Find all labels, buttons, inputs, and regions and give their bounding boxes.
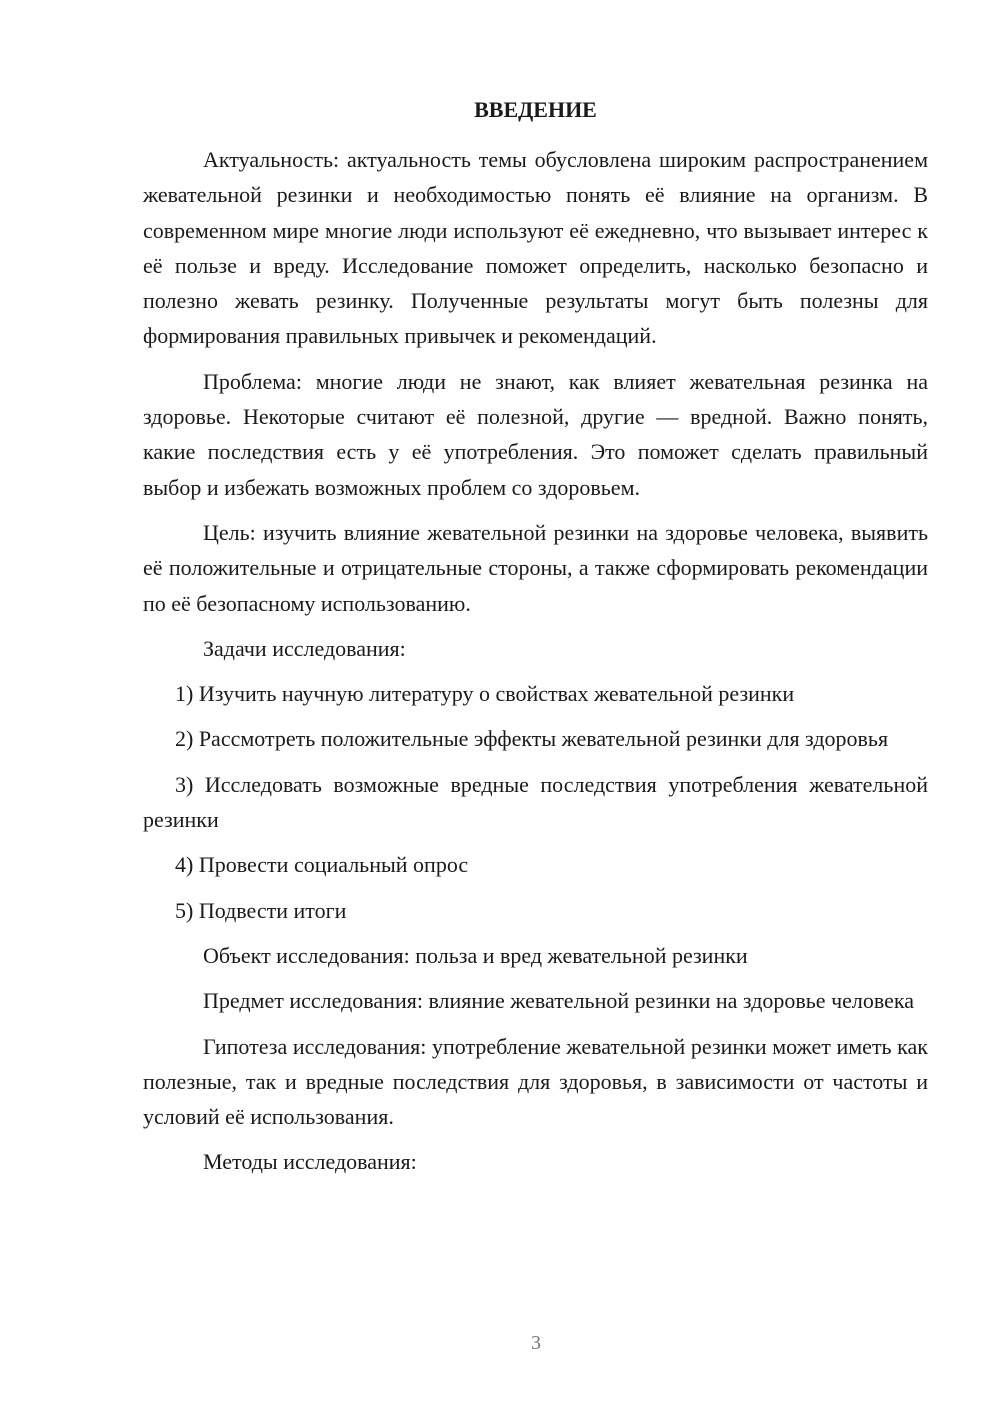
paragraph-methods: Методы исследования: xyxy=(203,1149,417,1175)
paragraph-relevance: Актуальность: актуальность темы обусловлена широким распространением жевательной резинки и необходимостью понять её влияние на организм. В современном мире многие люди используют её ежедневно, что вызывает интерес к её пользе и вреду. Исследование поможет определить, насколько безопасно и полезно жевать резинку. Полученные результаты могут быть полезны для формирования правильных привычек и рекомендаций. xyxy=(143,147,928,349)
document-page xyxy=(143,92,928,1190)
paragraph-goal: Цель: изучить влияние жевательной резинки на здоровье человека, выявить её положительные и отрицательные стороны, а также сформировать рекомендации по её безопасному использованию. xyxy=(143,519,928,616)
task-item: 3) Исследовать возможные вредные последствия употребления жевательной резинки xyxy=(143,771,928,833)
page-number: 3 xyxy=(531,1332,541,1354)
task-item: 4) Провести социальный опрос xyxy=(175,852,469,878)
paragraph-object: Объект исследования: польза и вред жевательной резинки xyxy=(203,942,748,968)
section-title: ВВЕДЕНИЕ xyxy=(474,97,597,122)
paragraph-subject: Предмет исследования: влияние жевательной резинки на здоровье человека xyxy=(203,988,915,1014)
paragraph-problem: Проблема: многие люди не знают, как влияет жевательная резинка на здоровье. Некоторые считают её полезной, другие — вредной. Важно понять, какие последствия есть у её употребления. Это поможет сделать правильный выбор и избежать возможных проблем со здоровьем. xyxy=(143,368,928,500)
task-item: 2) Рассмотреть положительные эффекты жевательной резинки для здоровья xyxy=(175,726,889,752)
task-item: 5) Подвести итоги xyxy=(175,897,347,923)
paragraph-tasks-heading: Задачи исследования: xyxy=(203,635,406,661)
task-item: 1) Изучить научную литературу о свойствах жевательной резинки xyxy=(175,681,795,707)
paragraph-hypothesis: Гипотеза исследования: употребление жевательной резинки может иметь как полезные, так и вредные последствия для здоровья, в зависимости от частоты и условий её использования. xyxy=(143,1033,928,1130)
